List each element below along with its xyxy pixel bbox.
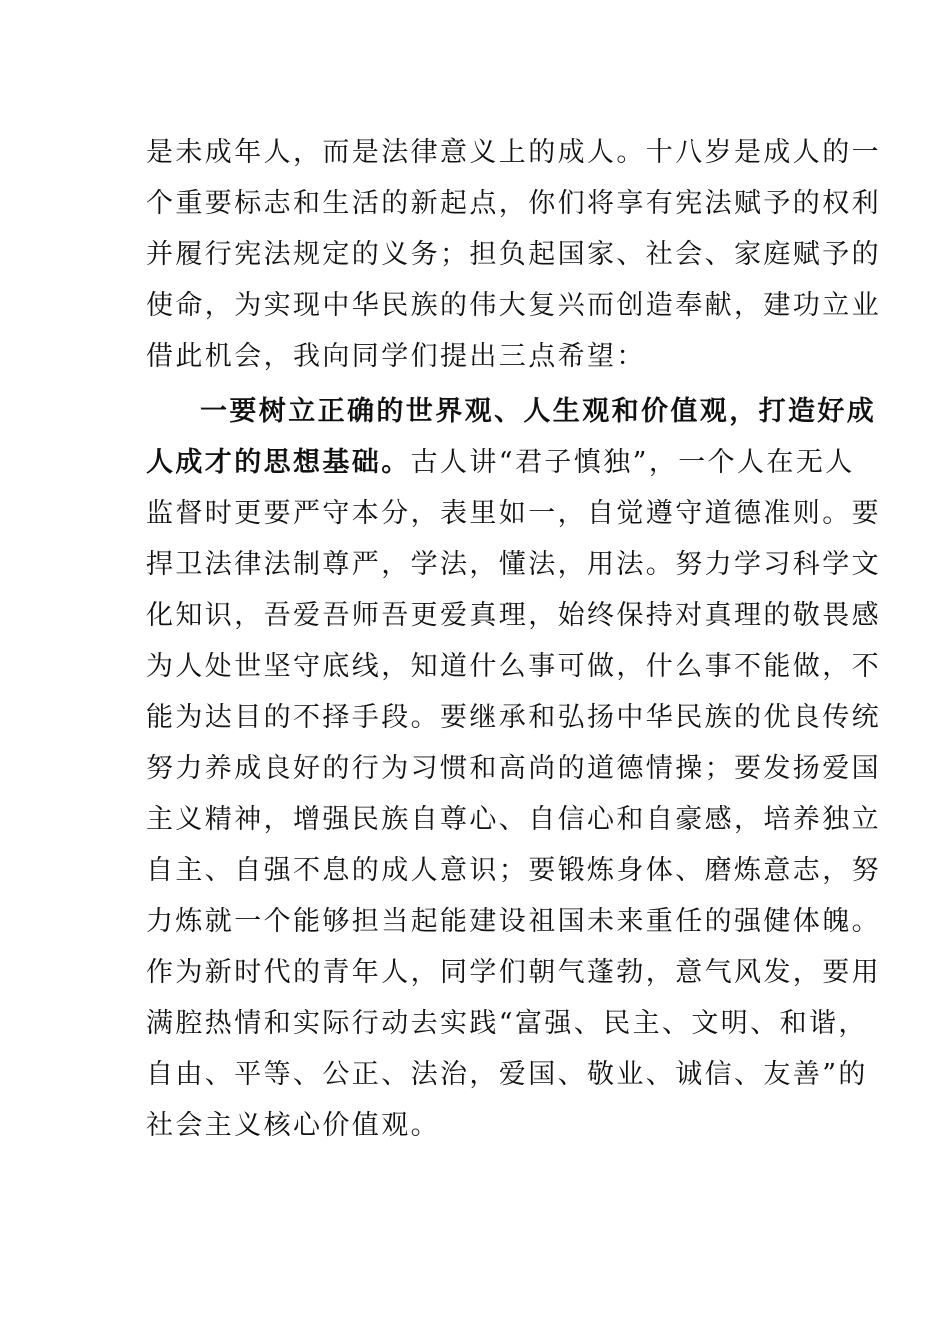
paragraph-first-hope	[146, 386, 881, 1151]
paragraph-continuation	[146, 127, 881, 382]
text-line: 是未成年人，而是法律意义上的成人。十八岁是成人的一	[146, 137, 881, 168]
text-line: 为人处世坚守底线，知道什么事可做，什么事不能做，不	[146, 651, 881, 682]
text-line: 自主、自强不息的成人意识；要锻炼身体、磨炼意志，努	[146, 855, 881, 886]
text-line: 主义精神，增强民族自尊心、自信心和自豪感，培养独立	[146, 804, 881, 835]
text-line: 捍卫法律法制尊严，学法，懂法，用法。努力学习科学文	[146, 549, 881, 580]
text-line: 能为达目的不择手段。要继承和弘扬中华民族的优良传统	[146, 702, 881, 733]
text-line: 化知识，吾爱吾师吾更爱真理，始终保持对真理的敬畏感	[146, 600, 881, 631]
text-line: 使命，为实现中华民族的伟大复兴而创造奉献，建功立业	[146, 290, 881, 321]
text-segment: 古人讲“君子慎独”，一个人在无人	[410, 447, 855, 478]
text-line: 力炼就一个能够担当起能建设祖国未来重任的强健体魄。	[146, 906, 881, 937]
text-line: 努力养成良好的行为习惯和高尚的道德情操；要发扬爱国	[146, 753, 881, 784]
heading-line: 一要树立正确的世界观、人生观和价值观，打造好成	[200, 396, 877, 427]
text-line: 满腔热情和实际行动去实践“富强、民主、文明、和谐，	[146, 1008, 868, 1039]
text-line: 自由、平等、公正、法治，爱国、敬业、诚信、友善”的	[146, 1059, 868, 1090]
text-line: 借此机会，我向同学们提出三点希望：	[146, 341, 646, 372]
text-line: 个重要标志和生活的新起点，你们将享有宪法赋予的权利	[146, 188, 881, 219]
heading-emphasis: 人成才的思想基础。	[146, 447, 411, 478]
text-line: 监督时更要严守本分，表里如一，自觉遵守道德准则。要	[146, 498, 881, 529]
text-line: 并履行宪法规定的义务；担负起国家、社会、家庭赋予的	[146, 239, 881, 270]
text-line: 社会主义核心价值观。	[146, 1110, 440, 1141]
mixed-line	[146, 437, 855, 488]
text-line: 作为新时代的青年人，同学们朝气蓬勃，意气风发，要用	[146, 957, 881, 988]
